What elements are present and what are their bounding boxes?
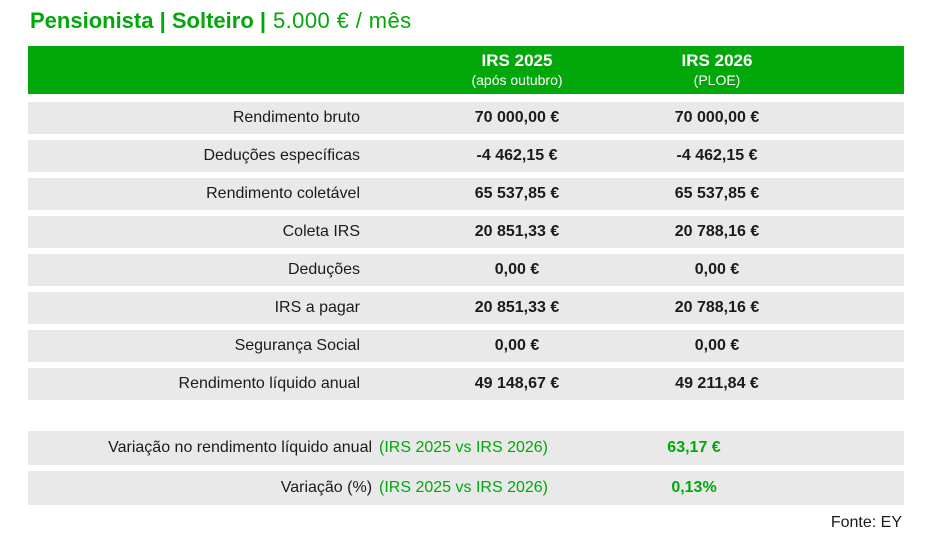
table-row xyxy=(28,254,904,286)
row-label: Deduções xyxy=(287,261,360,278)
value-irs-2025: 0,00 € xyxy=(494,337,540,354)
table-row xyxy=(28,102,904,134)
summary-label-text: Variação (%) xyxy=(280,479,373,496)
value-irs-2026: 70 000,00 € xyxy=(674,109,760,126)
row-label: Rendimento coletável xyxy=(206,185,360,202)
value-irs-2026: 49 211,84 € xyxy=(675,375,759,392)
column-header-irs-2026 xyxy=(617,51,817,88)
comparison-table xyxy=(28,46,904,505)
table-row xyxy=(28,140,904,172)
value-irs-2026: -4 462,15 € xyxy=(676,147,758,164)
summary-comparison-text: (IRS 2025 vs IRS 2026) xyxy=(379,479,548,496)
table-header-bar xyxy=(28,46,904,94)
value-irs-2026: 20 788,16 € xyxy=(674,299,760,316)
value-irs-2025: 0,00 € xyxy=(494,261,540,278)
column-header-irs-2025 xyxy=(417,51,617,88)
row-label: Rendimento líquido anual xyxy=(178,375,360,392)
title-profile: Pensionista | Solteiro | xyxy=(30,8,267,33)
summary-value: 0,13% xyxy=(671,479,717,496)
row-label: Segurança Social xyxy=(234,337,360,354)
summary-comparison-text: (IRS 2025 vs IRS 2026) xyxy=(379,439,548,456)
value-irs-2025: 49 148,67 € xyxy=(474,375,560,392)
column-name: IRS 2026 xyxy=(681,51,753,71)
row-label: Rendimento bruto xyxy=(232,109,360,126)
summary-label-text: Variação no rendimento líquido anual xyxy=(108,439,373,456)
row-label: IRS a pagar xyxy=(274,299,360,316)
table-row xyxy=(28,178,904,210)
summary-row-variation-percent xyxy=(28,471,904,505)
page-title xyxy=(30,6,412,36)
value-irs-2025: 65 537,85 € xyxy=(474,185,560,202)
summary-label xyxy=(28,439,548,457)
value-irs-2026: 20 788,16 € xyxy=(674,223,760,240)
table-row xyxy=(28,292,904,324)
value-irs-2025: 70 000,00 € xyxy=(474,109,560,126)
table-row xyxy=(28,330,904,362)
column-subtitle: (após outubro) xyxy=(471,71,563,88)
summary-value: 63,17 € xyxy=(667,439,721,456)
row-label: Coleta IRS xyxy=(282,223,360,240)
table-row xyxy=(28,216,904,248)
value-irs-2025: 20 851,33 € xyxy=(474,299,560,316)
value-irs-2026: 0,00 € xyxy=(694,261,740,278)
column-subtitle: (PLOE) xyxy=(693,71,741,88)
value-irs-2026: 65 537,85 € xyxy=(674,185,760,202)
table-row xyxy=(28,368,904,400)
value-irs-2026: 0,00 € xyxy=(694,337,740,354)
summary-row-variation-absolute xyxy=(28,431,904,465)
column-name: IRS 2025 xyxy=(481,51,553,71)
value-irs-2025: -4 462,15 € xyxy=(476,147,558,164)
value-irs-2025: 20 851,33 € xyxy=(474,223,560,240)
row-label: Deduções específicas xyxy=(203,147,360,164)
source-note: Fonte: EY xyxy=(830,514,902,531)
title-amount: 5.000 € / mês xyxy=(273,8,412,33)
summary-label xyxy=(28,479,548,497)
